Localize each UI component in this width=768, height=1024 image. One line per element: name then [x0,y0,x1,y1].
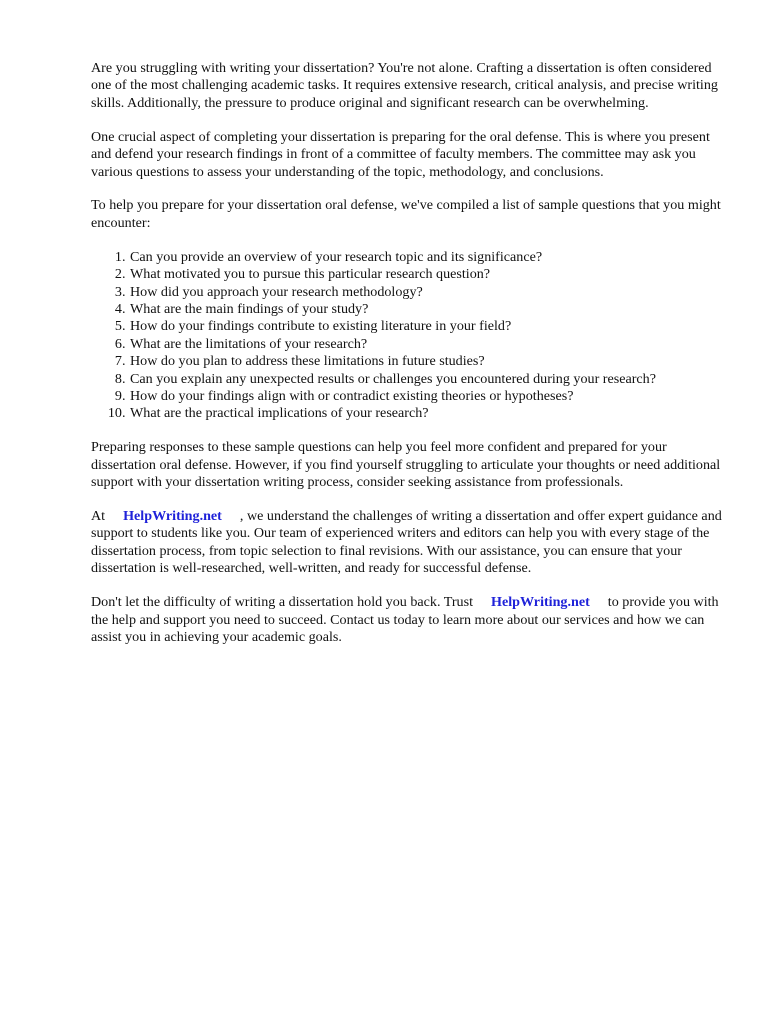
list-item: 8. Can you explain any unexpected results or challenges you encountered during your research? [129,371,726,388]
helpwriting-link[interactable]: HelpWriting.net [491,594,590,611]
helpwriting-link[interactable]: HelpWriting.net [123,508,222,525]
list-item: 2. What motivated you to pursue this particular research question? [129,266,726,283]
list-item: 1. Can you provide an overview of your research topic and its significance? [129,249,726,266]
paragraph-text: Don't let the difficulty of writing a dissertation hold you back. Trust [91,594,473,611]
sample-questions-list [91,249,726,423]
list-item: 4. What are the main findings of your study? [129,301,726,318]
closing-paragraph [91,594,726,646]
list-item: 3. How did you approach your research methodology? [129,284,726,301]
intro-paragraph: Are you struggling with writing your dissertation? You're not alone. Crafting a dissertation is often considered one of the most challenging academic tasks. It requires extensive research, critical analysis, and precise writing skills. Additionally, the pressure to produce original and significant research can be overwhelming. [91,60,718,111]
list-item: 9. How do your findings align with or contradict existing theories or hypotheses? [129,388,726,405]
assistance-paragraph: Preparing responses to these sample questions can help you feel more confident and prepared for your dissertation oral defense. However, if you find yourself struggling to articulate your thoughts or need additional support with your dissertation writing process, consider seeking assistance from professionals. [91,439,721,491]
helpwriting-intro-paragraph [91,508,726,578]
list-item: 6. What are the limitations of your research? [129,336,726,353]
questions-intro-paragraph: To help you prepare for your dissertation oral defense, we've compiled a list of sample questions that you might encounter: [91,197,721,231]
paragraph-text: to provide you with the help and support you need to succeed. Contact us today to learn more about our services and how we can assist you in achieving your academic goals. [91,594,719,645]
paragraph-text: At [91,508,106,525]
list-item: 7. How do you plan to address these limitations in future studies? [129,353,726,370]
list-item: 5. How do your findings contribute to existing literature in your field? [129,318,726,335]
list-item: 10. What are the practical implications of your research? [129,405,726,422]
oral-defense-paragraph: One crucial aspect of completing your dissertation is preparing for the oral defense. This is where you present and defend your research findings in front of a committee of faculty members. The committee may ask you various questions to assess your understanding of the topic, methodology, and conclusions. [91,128,710,180]
paragraph-text: , we understand the challenges of writing a dissertation and offer expert guidance and support to students like you. Our team of experienced writers and editors can help you with every stage of the dissertation process, from topic selection to final revisions. With our assistance, you can ensure that your dissertation is well-researched, well-written, and ready for successful defense. [91,508,722,577]
